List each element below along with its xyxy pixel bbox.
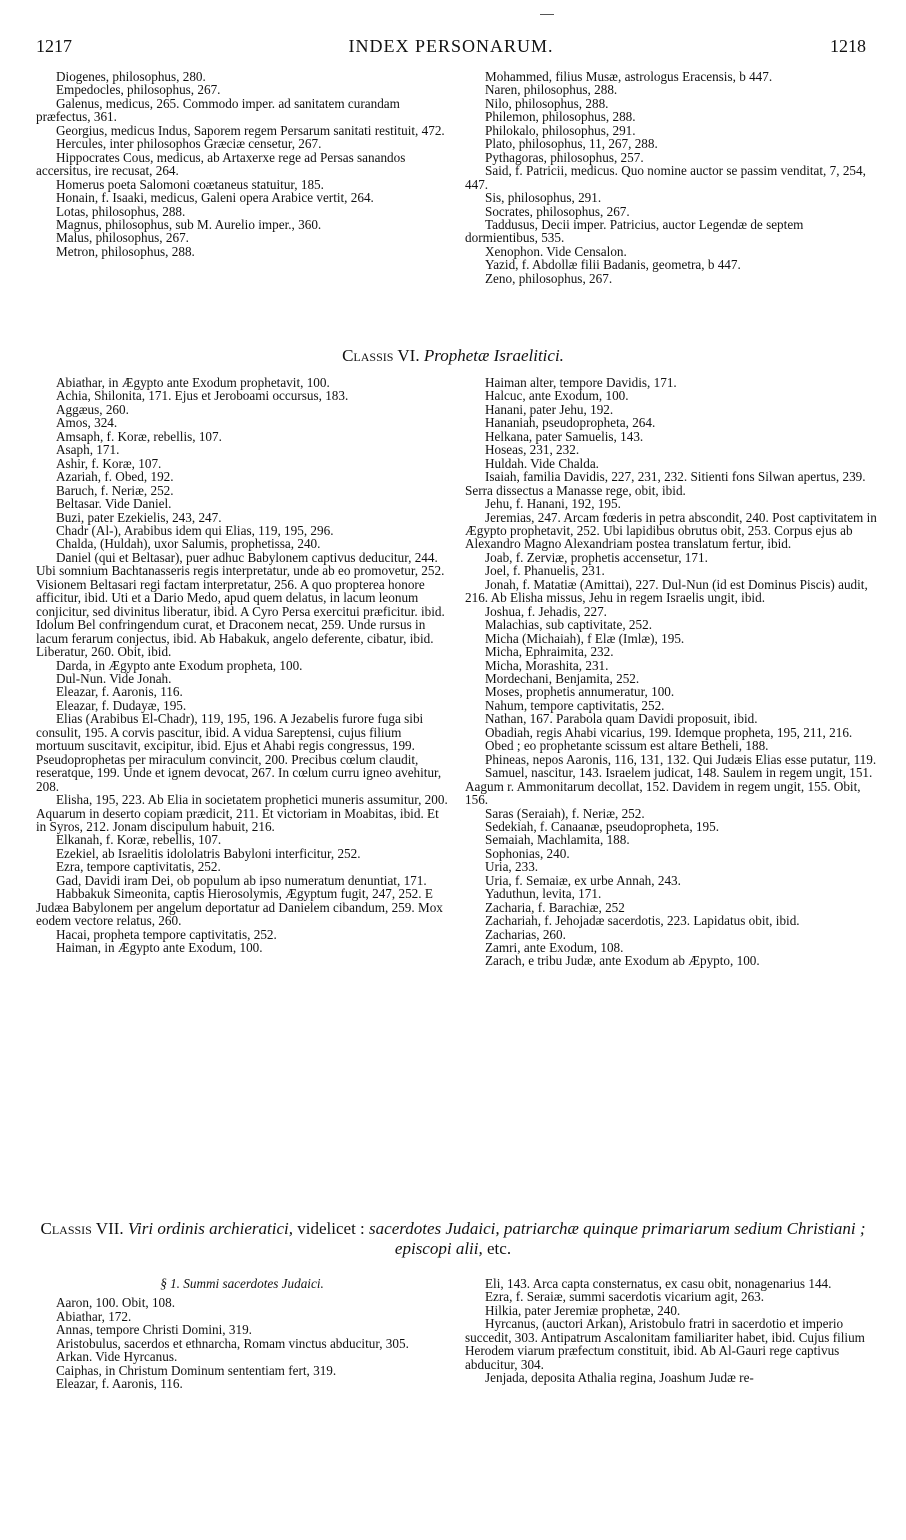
index-entry: Aristobulus, sacerdos et ethnarcha, Romam vinctus abducitur, 305. — [56, 1335, 409, 1351]
index-entry: Zacharias, 260. — [485, 926, 566, 942]
index-entry: Elkanah, f. Koræ, rebellis, 107. — [56, 832, 222, 848]
section-title-plain1: videlicet : — [297, 1219, 365, 1238]
index-entry: Ezra, tempore captivitatis, 252. — [56, 859, 221, 875]
index-entry: Eleazar, f. Dudayæ, 195. — [56, 697, 187, 713]
index-entry: Micha (Michaiah), f Elæ (Imlæ), 195. — [485, 630, 685, 646]
index-entry: Moses, prophetis annumeratur, 100. — [485, 684, 675, 700]
index-entry: Malachias, sub captivitate, 252. — [485, 617, 652, 633]
index-entry: Uria, 233. — [485, 859, 539, 875]
subsection-heading: § 1. Summi sacerdotes Judaici. — [160, 1276, 324, 1291]
index-entry: Hananiah, pseudopropheta, 264. — [485, 415, 656, 431]
index-entry: Halcuc, ante Exodum, 100. — [485, 388, 629, 404]
section-number: VII. — [95, 1219, 124, 1238]
index-entry: Haiman alter, tempore Davidis, 171. — [485, 375, 677, 390]
index-entry: Asaph, 171. — [56, 442, 120, 458]
index-entry: Ezekiel, ab Israelitis idololatris Babyloni interficitur, 252. — [56, 845, 361, 861]
page-number-left: 1217 — [36, 36, 72, 56]
index-entry: Daniel (qui et Beltasar), puer adhuc Babylonem captivus deducitur, 244. Ubi somnium Bachtanasseris regis interpretatur, unde ab eo promovetur, 252. Visionem Beltasari regi factam interpretatur, 256. A quo propterea honore afficitur, ibid. Uti et a Dario Medo, apud quem delatus, in lacum leonum conjicitur, sed divinitus liberatur, ibid. A Cyro Persa exercitui præficitur. ibid. Idolum Bel confringendum curat, et Draconem necat, 259. Unde rursus in lacum ferarum conjectus, ibid. Ab Habakuk, angelo deferente, cibatur, ibid. Liberatur, 260. Obit, ibid. — [36, 549, 445, 660]
index-entry: Semaiah, Machlamita, 188. — [485, 832, 630, 848]
column-mid-left — [36, 376, 448, 954]
index-entry: Elisha, 195, 223. Ab Elia in societatem prophetici muneris assumitur, 200. Aquarum in deserto copiam prædicit, 211. Et victoriam in Moabitas, ibid. Et in Syros, 212. Jonam discipulum habuit, 216. — [36, 792, 448, 834]
index-entry: Haiman, in Ægypto ante Exodum, 100. — [56, 940, 263, 956]
index-entry: Annas, tempore Christi Domini, 319. — [56, 1322, 252, 1338]
index-entry: Philemon, philosophus, 288. — [485, 109, 636, 125]
index-entry: Eli, 143. Arca capta consternatus, ex casu obit, nonagenarius 144. — [485, 1276, 832, 1291]
index-entry: Sis, philosophus, 291. — [485, 190, 602, 206]
index-entry: Eleazar, f. Aaronis, 116. — [56, 1376, 183, 1392]
index-entry: Abiathar, 172. — [56, 1308, 132, 1324]
index-entry: Galenus, medicus, 265. Commodo imper. ad sanitatem curandam præfectus, 361. — [36, 95, 400, 125]
column-bottom-right — [465, 1277, 877, 1385]
index-entry: Honain, f. Isaaki, medicus, Galeni opera Arabice vertit, 264. — [56, 190, 374, 206]
column-bottom-left — [36, 1277, 448, 1391]
index-entry: Jeremias, 247. Arcam fœderis in petra abscondit, 240. Post captivitatem in Ægypto prophetavit, 252. Ubi lapidibus obrutus obit, 253. Corpus ejus ab Alexandro Magno Alexandriam postea translatum fertur, ibid. — [465, 509, 877, 552]
index-entry: Arkan. Vide Hyrcanus. — [56, 1349, 178, 1365]
index-entry: Micha, Ephraimita, 232. — [485, 644, 614, 660]
index-entry: Isaiah, familia Davidis, 227, 231, 232. Sitienti fons Silwan apertus, 239. Serra dissectus a Manasse rege, obit, ibid. — [465, 469, 866, 498]
index-entry: Nathan, 167. Parabola quam Davidi proposuit, ibid. — [485, 711, 758, 727]
index-entry: Nilo, philosophus, 288. — [485, 95, 609, 111]
index-entry: Hanani, pater Jehu, 192. — [485, 401, 614, 417]
index-entry: Jenjada, deposita Athalia regina, Joashum Judæ re- — [485, 1370, 754, 1386]
column-top-left — [36, 70, 448, 258]
index-entry: Beltasar. Vide Daniel. — [56, 496, 172, 512]
index-entry: Sophonias, 240. — [485, 845, 570, 861]
index-entry: Zacharia, f. Barachiæ, 252 — [485, 899, 625, 915]
index-entry: Helkana, pater Samuelis, 143. — [485, 428, 644, 444]
index-entry: Hilkia, pater Jeremiæ prophetæ, 240. — [485, 1302, 681, 1318]
index-entry: Chadr (Al-), Arabibus idem qui Elias, 119, 195, 296. — [56, 522, 334, 538]
index-entry: Elias (Arabibus El-Chadr), 119, 195, 196. A Jezabelis furore fuga sibi consulit, 195. A corvis pascitur, ibid. A vidua Sareptensi, cujus filium mortuum suscitavit, excipitur, ibid. Ejus et Ahabi regis congressus, 199. Pseudoprophetas per miraculum convincit, 200. Precibus cœlum claudit, reseratque, 199. Unde et ignem devocat, 267. In cœlum curru igneo avehitur, 208. — [36, 711, 442, 794]
index-entry: Xenophon. Vide Censalon. — [485, 243, 627, 259]
index-entry: Nahum, tempore captivitatis, 252. — [485, 697, 665, 713]
index-entry: Joel, f. Phanuelis, 231. — [485, 563, 605, 579]
index-entry: Gad, Davidi iram Dei, ob populum ab ipso numeratum denuntiat, 171. — [56, 872, 427, 888]
ornament-rule — [540, 14, 554, 15]
index-entry: Huldah. Vide Chalda. — [485, 455, 599, 471]
index-entry: Taddusus, Decii imper. Patricius, auctor Legendæ de septem dormientibus, 535. — [465, 216, 804, 246]
index-entry: Malus, philosophus, 267. — [56, 230, 189, 246]
index-entry: Empedocles, philosophus, 267. — [56, 82, 221, 98]
index-entry: Socrates, philosophus, 267. — [485, 203, 630, 219]
index-entry: Amsaph, f. Koræ, rebellis, 107. — [56, 428, 222, 444]
index-entry: Chalda, (Huldah), uxor Salumis, prophetissa, 240. — [56, 536, 321, 552]
index-entry: Dul-Nun. Vide Jonah. — [56, 670, 172, 686]
section-heading-classis-vii — [30, 1219, 876, 1259]
index-entry: Phineas, nepos Aaronis, 116, 131, 132. Qui Judæis Elias esse putatur, 119. — [485, 751, 877, 767]
index-entry: Georgius, medicus Indus, Saporem regem Persarum sanitati restituit, 472. — [56, 122, 445, 138]
index-entry: Hippocrates Cous, medicus, ab Artaxerxe rege ad Persas sanandos accersitus, ire recusat, 264. — [36, 149, 406, 179]
index-entry: Zamri, ante Exodum, 108. — [485, 940, 624, 956]
section-title-part1: Viri ordinis archieratici, — [127, 1219, 294, 1238]
index-entry: Ezra, f. Seraiæ, summi sacerdotis vicarium agit, 263. — [485, 1289, 765, 1305]
index-entry: Amos, 324. — [56, 415, 118, 431]
index-entry: Habbakuk Simeonita, captis Hierosolymis, Ægyptum fugit, 247, 252. E Judæa Babylonem per angelum deportatur ad Danielem cibandum, 259. Mox eodem vectore relatus, 260. — [36, 886, 443, 929]
index-entry: Diogenes, philosophus, 280. — [56, 69, 206, 84]
index-entry: Hacai, propheta tempore captivitatis, 252. — [56, 926, 277, 942]
index-entry: Zachariah, f. Jehojadæ sacerdotis, 223. Lapidatus obit, ibid. — [485, 913, 800, 929]
column-mid-right — [465, 376, 877, 968]
index-entry: Caiphas, in Christum Dominum sententiam fert, 319. — [56, 1362, 337, 1378]
index-entry: Abiathar, in Ægypto ante Exodum prophetavit, 100. — [56, 375, 330, 390]
index-entry: Magnus, philosophus, sub M. Aurelio imper., 360. — [56, 216, 322, 232]
index-entry: Buzi, pater Ezekielis, 243, 247. — [56, 509, 222, 525]
index-entry: Sedekiah, f. Canaanæ, pseudopropheta, 195. — [485, 818, 720, 834]
index-entry: Aaron, 100. Obit, 108. — [56, 1295, 176, 1311]
section-title: Prophetæ Israelitici. — [423, 346, 564, 365]
section-label: Classis — [342, 346, 394, 365]
index-entry: Yazid, f. Abdollæ filii Badanis, geometra, b 447. — [485, 257, 741, 273]
index-entry: Hoseas, 231, 232. — [485, 442, 580, 458]
index-entry: Plato, philosophus, 11, 267, 288. — [485, 136, 658, 152]
index-entry: Obadiah, regis Ahabi vicarius, 199. Idemque propheta, 195, 211, 216. — [485, 724, 853, 740]
index-entry: Homerus poeta Salomoni coætaneus statuitur, 185. — [56, 176, 324, 192]
index-entry: Zeno, philosophus, 267. — [485, 270, 613, 286]
index-entry: Baruch, f. Neriæ, 252. — [56, 482, 174, 498]
index-entry: Metron, philosophus, 288. — [56, 243, 195, 259]
entry-list — [36, 1296, 448, 1390]
index-entry: Lotas, philosophus, 288. — [56, 203, 186, 219]
index-entry: Jonah, f. Matatiæ (Amittai), 227. Dul-Nun (id est Dominus Piscis) audit, 216. Ab Elisha missus, Jehu in regem Israelis ungit, ibid. — [465, 576, 868, 606]
index-entry: Naren, philosophus, 288. — [485, 82, 618, 98]
index-entry: Obed ; eo prophetante scissum est altare Betheli, 188. — [485, 738, 769, 754]
index-entry: Ashir, f. Koræ, 107. — [56, 455, 162, 471]
index-entry: Said, f. Patricii, medicus. Quo nomine auctor se passim venditat, 7, 254, 447. — [465, 163, 866, 192]
index-entry: Achia, Shilonita, 171. Ejus et Jeroboami occursus, 183. — [56, 388, 349, 404]
index-entry: Hyrcanus, (auctori Arkan), Aristobulo fratri in sacerdotio et imperio succedit, 303. Antipatrum Ascalonitam familiariter habet, ibid. Cujus filium Herodem viarum præfectum constituit, ibid. Ab Al-Gauri rege captivus abducitur, 304. — [465, 1316, 865, 1372]
index-entry: Saras (Seraiah), f. Neriæ, 252. — [485, 805, 645, 821]
index-entry: Azariah, f. Obed, 192. — [56, 469, 174, 485]
page-title: INDEX PERSONARUM. — [348, 36, 554, 56]
section-label: Classis — [40, 1219, 92, 1238]
index-entry: Micha, Morashita, 231. — [485, 657, 609, 673]
index-entry: Philokalo, philosophus, 291. — [485, 122, 636, 138]
index-entry: Samuel, nascitur, 143. Israelem judicat, 148. Saulem in regem ungit, 151. Aagum r. Ammonitarum decollat, 152. Davidem in regem ungit, 155. Obit, 156. — [465, 765, 873, 808]
index-entry: Zarach, e tribu Judæ, ante Exodum ab Æpypto, 100. — [485, 953, 760, 969]
index-entry: Eleazar, f. Aaronis, 116. — [56, 684, 183, 700]
index-entry: Joab, f. Zerviæ, prophetis accensetur, 171. — [485, 549, 708, 565]
running-header — [36, 36, 866, 60]
index-entry: Jehu, f. Hanani, 192, 195. — [485, 496, 621, 512]
index-entry: Joshua, f. Jehadis, 227. — [485, 603, 607, 619]
page-number-right: 1218 — [830, 36, 866, 56]
index-entry: Mohammed, filius Musæ, astrologus Eracensis, b 447. — [485, 69, 773, 84]
column-top-right — [465, 70, 877, 285]
section-number: VI. — [397, 346, 420, 365]
section-title-plain2: etc. — [487, 1239, 512, 1258]
index-entry: Yaduthun, levita, 171. — [485, 886, 602, 902]
index-entry: Hercules, inter philosophos Græciæ censetur, 267. — [56, 136, 322, 152]
index-entry: Mordechani, Benjamita, 252. — [485, 670, 640, 686]
index-entry: Pythagoras, philosophus, 257. — [485, 149, 644, 165]
section-heading-classis-vi — [30, 346, 876, 366]
index-entry: Aggæus, 260. — [56, 401, 129, 417]
index-entry: Uria, f. Semaiæ, ex urbe Annah, 243. — [485, 872, 681, 888]
section-title-part2: sacerdotes Judaici, patriarchæ quinque primariarum sedium Christiani ; episcopi alii, — [369, 1219, 866, 1258]
index-entry: Darda, in Ægypto ante Exodum propheta, 100. — [56, 657, 303, 673]
